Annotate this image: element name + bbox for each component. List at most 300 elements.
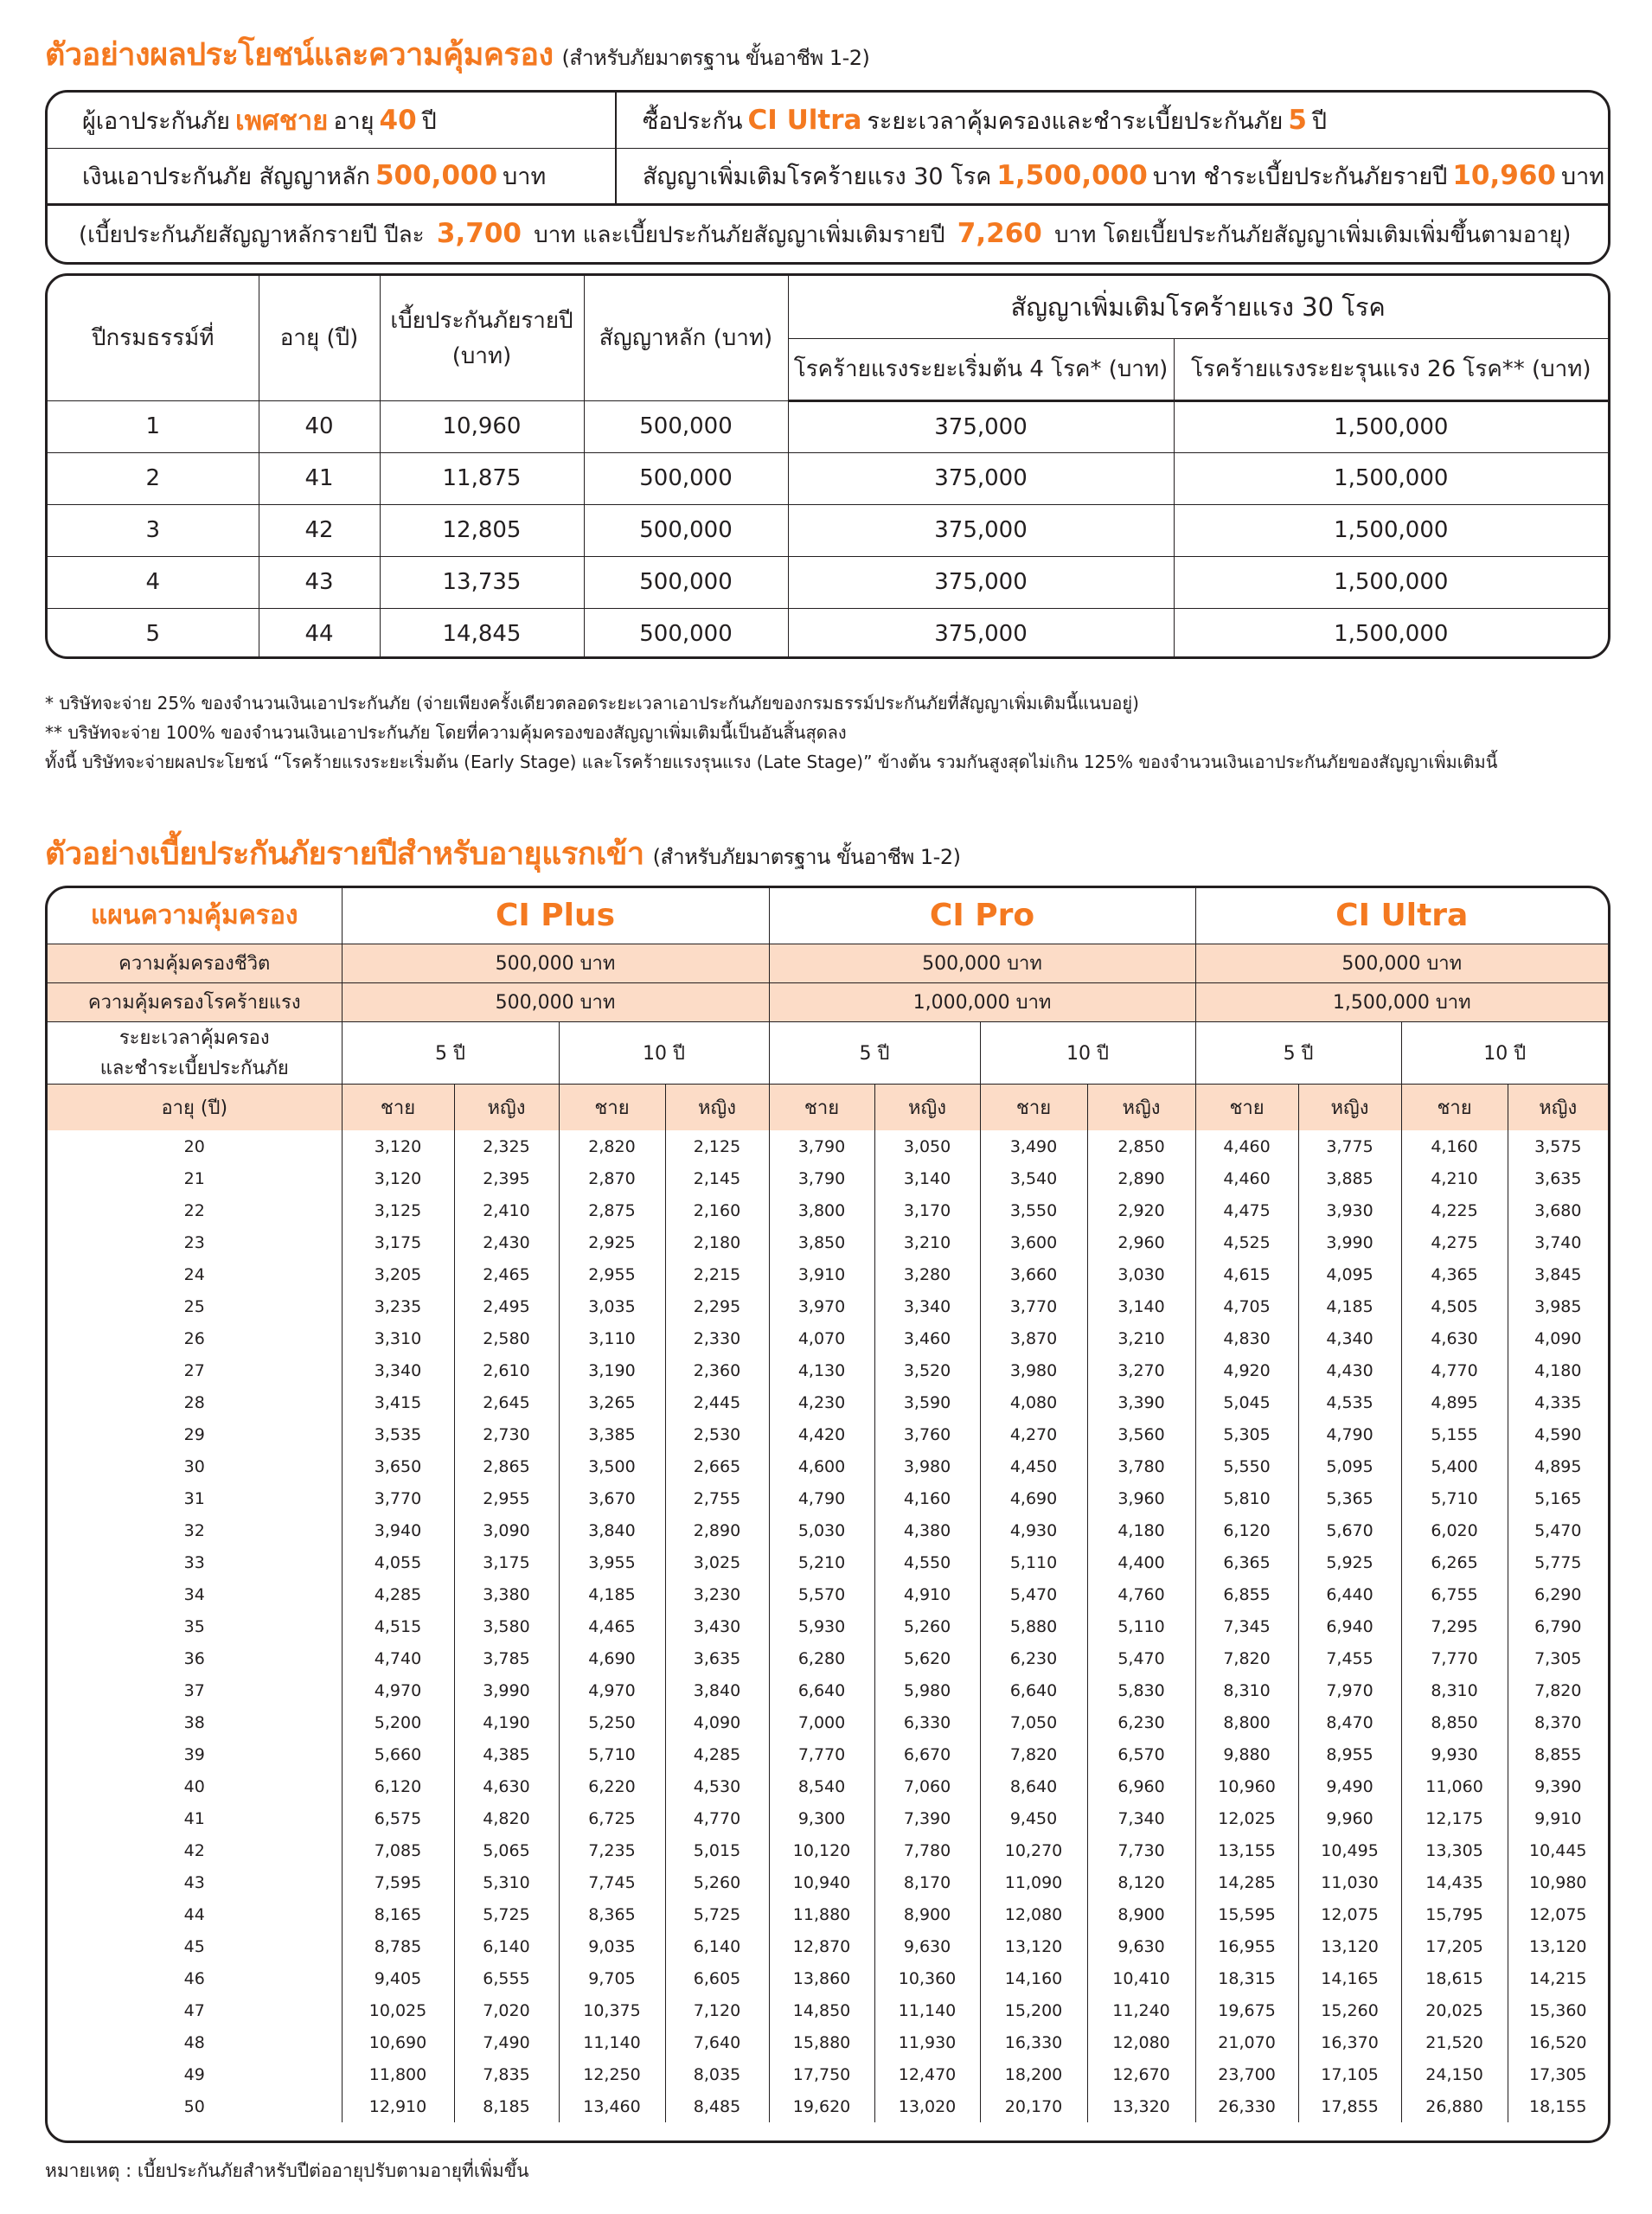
insured-gender: เพศชาย (235, 106, 329, 137)
premium-cell: 7,970 (1298, 1674, 1401, 1706)
term-ci-plus-5: 5 ปี (342, 1021, 559, 1084)
premium-cell: 15,795 (1401, 1898, 1508, 1930)
sex-header: หญิง (874, 1084, 980, 1130)
table-cell: 1,500,000 (1174, 556, 1608, 608)
table-row (48, 1578, 1608, 1610)
premium-cell: 5,470 (1087, 1642, 1195, 1674)
table-cell: 42 (259, 504, 380, 556)
premium-cell: 4,080 (980, 1386, 1087, 1418)
premium-cell: 10,445 (1508, 1834, 1608, 1866)
premium-cell: 5,095 (1298, 1450, 1401, 1482)
premium-cell: 4,630 (454, 1770, 559, 1802)
premium-cell: 12,080 (1087, 2026, 1195, 2058)
table-cell: 13,735 (380, 556, 584, 608)
premium-cell: 4,515 (342, 1610, 454, 1642)
premium-cell: 6,365 (1195, 1546, 1298, 1578)
sex-header: หญิง (1298, 1084, 1401, 1130)
premium-cell: 10,025 (342, 1994, 454, 2026)
premium-cell: 13,020 (874, 2090, 980, 2122)
premium-cell: 8,855 (1508, 1738, 1608, 1770)
premium-cell: 4,270 (980, 1418, 1087, 1450)
premium-cell: 8,170 (874, 1866, 980, 1898)
term-unit: ปี (1311, 107, 1328, 135)
age-cell: 32 (48, 1514, 342, 1546)
premium-cell: 2,645 (454, 1386, 559, 1418)
premium-cell: 12,025 (1195, 1802, 1298, 1834)
sex-header: หญิง (454, 1084, 559, 1130)
premium-cell: 3,270 (1087, 1354, 1195, 1386)
premium-cell: 5,310 (454, 1866, 559, 1898)
table-cell: 1,500,000 (1174, 452, 1608, 504)
term-label-line1: ระยะเวลาคุ้มครอง (118, 1027, 270, 1049)
premium-cell: 7,640 (665, 2026, 769, 2058)
col-annual-premium-label: เบี้ยประกันภัยรายปี (390, 307, 573, 334)
premium-cell: 6,220 (559, 1770, 665, 1802)
premium-cell: 10,980 (1508, 1866, 1608, 1898)
premium-cell: 4,465 (559, 1610, 665, 1642)
premium-cell: 7,770 (1401, 1642, 1508, 1674)
premium-cell: 6,940 (1298, 1610, 1401, 1642)
premium-cell: 3,790 (769, 1162, 874, 1194)
table-row (48, 1290, 1608, 1322)
table-cell: 1,500,000 (1174, 400, 1608, 452)
premium-cell: 10,690 (342, 2026, 454, 2058)
age-cell: 46 (48, 1962, 342, 1994)
age-cell: 27 (48, 1354, 342, 1386)
premium-cell: 12,870 (769, 1930, 874, 1962)
premium-cell: 6,960 (1087, 1770, 1195, 1802)
premium-cell: 14,435 (1401, 1866, 1508, 1898)
table-cell: 3 (48, 504, 259, 556)
premium-cell: 3,650 (342, 1450, 454, 1482)
premium-cell: 3,635 (665, 1642, 769, 1674)
table-cell: 500,000 (584, 556, 788, 608)
premium-cell: 11,880 (769, 1898, 874, 1930)
table-row (48, 1162, 1608, 1194)
premium-cell: 5,830 (1087, 1674, 1195, 1706)
premium-cell: 9,300 (769, 1802, 874, 1834)
section-subtitle: (สำหรับภัยมาตรฐาน ขั้นอาชีพ 1-2) (652, 845, 961, 869)
plan-name: CI Ultra (747, 105, 862, 136)
premium-cell: 3,960 (1087, 1482, 1195, 1514)
term-ci-pro-10: 10 ปี (980, 1021, 1195, 1084)
table-row (48, 504, 1608, 556)
premium-cell: 4,160 (1401, 1130, 1508, 1162)
table-row (48, 1194, 1608, 1226)
premium-cell: 4,475 (1195, 1194, 1298, 1226)
age-cell: 28 (48, 1386, 342, 1418)
note-main-premium: 3,700 (436, 217, 522, 249)
premium-cell: 3,385 (559, 1418, 665, 1450)
premium-cell: 3,265 (559, 1386, 665, 1418)
premium-cell: 3,785 (454, 1642, 559, 1674)
premium-cell: 2,955 (454, 1482, 559, 1514)
premium-cell: 4,690 (980, 1482, 1087, 1514)
table-cell: 12,805 (380, 504, 584, 556)
premium-cell: 9,450 (980, 1802, 1087, 1834)
premium-cell: 5,210 (769, 1546, 874, 1578)
premium-cell: 4,705 (1195, 1290, 1298, 1322)
premium-cell: 3,840 (665, 1674, 769, 1706)
premium-cell: 4,770 (1401, 1354, 1508, 1386)
age-cell: 30 (48, 1450, 342, 1482)
premium-cell: 7,780 (874, 1834, 980, 1866)
premium-cell: 2,495 (454, 1290, 559, 1322)
age-cell: 36 (48, 1642, 342, 1674)
premium-cell: 6,120 (342, 1770, 454, 1802)
age-cell: 42 (48, 1834, 342, 1866)
premium-cell: 2,890 (665, 1514, 769, 1546)
premium-cell: 4,895 (1401, 1386, 1508, 1418)
premium-cell: 10,495 (1298, 1834, 1401, 1866)
table-cell: 11,875 (380, 452, 584, 504)
table-row (48, 1418, 1608, 1450)
premium-cell: 20,170 (980, 2090, 1087, 2122)
premium-cell: 3,210 (874, 1226, 980, 1258)
premium-cell: 3,520 (874, 1354, 980, 1386)
premium-cell: 2,215 (665, 1258, 769, 1290)
premium-cell: 3,125 (342, 1194, 454, 1226)
premium-cell: 3,910 (769, 1258, 874, 1290)
premium-cell: 3,680 (1508, 1194, 1608, 1226)
premium-cell: 5,880 (980, 1610, 1087, 1642)
premium-cell: 4,630 (1401, 1322, 1508, 1354)
premium-cell: 7,820 (1508, 1674, 1608, 1706)
premium-cell: 6,120 (1195, 1514, 1298, 1546)
term-ci-pro-5: 5 ปี (769, 1021, 980, 1084)
premium-cell: 4,550 (874, 1546, 980, 1578)
premium-cell: 15,200 (980, 1994, 1087, 2026)
buy-label: ซื้อประกัน (643, 107, 743, 135)
sex-header: ชาย (559, 1084, 665, 1130)
note-part-c: บาท โดยเบี้ยประกันภัยสัญญาเพิ่มเติมเพิ่มขึ้นตามอายุ) (1054, 221, 1572, 248)
term-ci-plus-10: 10 ปี (559, 1021, 769, 1084)
premium-cell: 3,800 (769, 1194, 874, 1226)
premium-cell: 4,365 (1401, 1258, 1508, 1290)
premium-cell: 3,120 (342, 1130, 454, 1162)
premium-cell: 3,120 (342, 1162, 454, 1194)
premium-cell: 9,880 (1195, 1738, 1298, 1770)
table-row (48, 1354, 1608, 1386)
premium-cell: 8,310 (1195, 1674, 1298, 1706)
section-title-text: ตัวอย่างเบี้ยประกันภัยรายปีสำหรับอายุแรกเข้า (45, 836, 644, 872)
term-label-line2: และชำระเบี้ยประกันภัย (99, 1058, 289, 1079)
premium-cell: 3,535 (342, 1418, 454, 1450)
premium-cell: 4,185 (1298, 1290, 1401, 1322)
premium-cell: 12,670 (1087, 2058, 1195, 2090)
premium-cell: 7,770 (769, 1738, 874, 1770)
premium-cell: 4,090 (665, 1706, 769, 1738)
premium-cell: 3,990 (454, 1674, 559, 1706)
table-row (48, 1450, 1608, 1482)
premium-cell: 6,140 (454, 1930, 559, 1962)
premium-cell: 6,230 (1087, 1706, 1195, 1738)
premium-cell: 2,890 (1087, 1162, 1195, 1194)
premium-cell: 4,090 (1508, 1322, 1608, 1354)
premium-cell: 2,530 (665, 1418, 769, 1450)
premium-cell: 6,855 (1195, 1578, 1298, 1610)
age-cell: 35 (48, 1610, 342, 1642)
premium-cell: 3,110 (559, 1322, 665, 1354)
remark: หมายเหตุ : เบี้ยประกันภัยสำหรับปีต่ออายุปรับตามอายุที่เพิ่มขึ้น (45, 2160, 529, 2181)
table-row (48, 1610, 1608, 1642)
premium-cell: 6,640 (980, 1674, 1087, 1706)
premium-cell: 12,470 (874, 2058, 980, 2090)
premium-cell: 3,030 (1087, 1258, 1195, 1290)
rider-mid-label: บาท ชำระเบี้ยประกันภัยรายปี (1152, 163, 1448, 190)
premium-cell: 4,590 (1508, 1418, 1608, 1450)
term-label (48, 1021, 342, 1084)
premium-cell: 3,985 (1508, 1290, 1608, 1322)
premium-cell: 7,060 (874, 1770, 980, 1802)
premium-cell: 7,340 (1087, 1802, 1195, 1834)
premium-cell: 2,955 (559, 1258, 665, 1290)
premium-cell: 7,835 (454, 2058, 559, 2090)
premium-cell: 4,160 (874, 1482, 980, 1514)
age-cell: 41 (48, 1802, 342, 1834)
premium-cell: 2,125 (665, 1130, 769, 1162)
section-title-premiums (45, 829, 960, 878)
table-row (48, 1258, 1608, 1290)
premium-cell: 9,630 (874, 1930, 980, 1962)
premium-cell: 2,395 (454, 1162, 559, 1194)
table-cell: 500,000 (584, 452, 788, 504)
premium-cell: 19,620 (769, 2090, 874, 2122)
premium-cell: 7,730 (1087, 1834, 1195, 1866)
premium-cell: 4,525 (1195, 1226, 1298, 1258)
premium-cell: 4,690 (559, 1642, 665, 1674)
premium-cell: 5,725 (665, 1898, 769, 1930)
premium-cell: 3,050 (874, 1130, 980, 1162)
sum-insured-info (48, 148, 615, 203)
premium-cell: 9,405 (342, 1962, 454, 1994)
premium-cell: 8,800 (1195, 1706, 1298, 1738)
ci-cover-ci-pro: 1,000,000 บาท (769, 982, 1195, 1021)
premium-cell: 8,785 (342, 1930, 454, 1962)
premium-cell: 3,310 (342, 1322, 454, 1354)
premium-cell: 4,790 (769, 1482, 874, 1514)
premium-cell: 4,185 (559, 1578, 665, 1610)
age-cell: 29 (48, 1418, 342, 1450)
premium-cell: 14,215 (1508, 1962, 1608, 1994)
age-cell: 31 (48, 1482, 342, 1514)
premium-cell: 4,430 (1298, 1354, 1401, 1386)
premium-cell: 4,180 (1087, 1514, 1195, 1546)
table-row (48, 1994, 1608, 2026)
premium-cell: 8,900 (1087, 1898, 1195, 1930)
table-cell: 10,960 (380, 400, 584, 452)
premium-cell: 19,675 (1195, 1994, 1298, 2026)
age-cell: 39 (48, 1738, 342, 1770)
premium-cell: 16,955 (1195, 1930, 1298, 1962)
premium-cell: 3,660 (980, 1258, 1087, 1290)
premium-cell: 23,700 (1195, 2058, 1298, 2090)
premium-cell: 3,770 (342, 1482, 454, 1514)
table-row (48, 400, 1608, 452)
premium-cell: 8,470 (1298, 1706, 1401, 1738)
table-row (48, 2058, 1608, 2090)
age-cell: 33 (48, 1546, 342, 1578)
note-part-b: บาท และเบี้ยประกันภัยสัญญาเพิ่มเติมรายปี (534, 221, 945, 248)
premium-cell: 6,330 (874, 1706, 980, 1738)
premium-cell: 8,640 (980, 1770, 1087, 1802)
premium-cell: 3,955 (559, 1546, 665, 1578)
table-row (48, 1962, 1608, 1994)
premium-cell: 5,030 (769, 1514, 874, 1546)
premium-cell: 4,970 (342, 1674, 454, 1706)
premium-cell: 3,140 (1087, 1290, 1195, 1322)
premium-cell: 8,955 (1298, 1738, 1401, 1770)
premium-cell: 5,110 (980, 1546, 1087, 1578)
sex-header: ชาย (1195, 1084, 1298, 1130)
premium-cell: 8,370 (1508, 1706, 1608, 1738)
premium-cell: 5,710 (1401, 1482, 1508, 1514)
premium-cell: 5,165 (1508, 1482, 1608, 1514)
age-cell: 34 (48, 1578, 342, 1610)
premium-cell: 8,850 (1401, 1706, 1508, 1738)
premium-cell: 4,830 (1195, 1322, 1298, 1354)
premium-cell: 3,090 (454, 1514, 559, 1546)
premium-cell: 3,560 (1087, 1418, 1195, 1450)
table-cell: 41 (259, 452, 380, 504)
premium-cell: 6,575 (342, 1802, 454, 1834)
premium-cell: 3,870 (980, 1322, 1087, 1354)
premium-cell: 13,120 (980, 1930, 1087, 1962)
table-row (48, 2090, 1608, 2122)
table-cell: 375,000 (788, 608, 1174, 659)
premium-cell: 6,230 (980, 1642, 1087, 1674)
premium-cell: 5,620 (874, 1642, 980, 1674)
rider-value: 1,500,000 (996, 160, 1148, 191)
table-cell: 2 (48, 452, 259, 504)
age-cell: 21 (48, 1162, 342, 1194)
table-row (48, 1770, 1608, 1802)
premium-cell: 8,540 (769, 1770, 874, 1802)
table-row (48, 1226, 1608, 1258)
premium-cell: 6,020 (1401, 1514, 1508, 1546)
premium-cell: 4,380 (874, 1514, 980, 1546)
table-row (48, 1802, 1608, 1834)
premium-cell: 5,250 (559, 1706, 665, 1738)
premium-cell: 4,820 (454, 1802, 559, 1834)
table-cell: 4 (48, 556, 259, 608)
col-rider-group: สัญญาเพิ่มเติมโรคร้ายแรง 30 โรค (788, 276, 1608, 338)
premium-cell: 7,000 (769, 1706, 874, 1738)
premium-cell: 6,280 (769, 1642, 874, 1674)
premium-cell: 3,840 (559, 1514, 665, 1546)
premium-cell: 3,340 (342, 1354, 454, 1386)
premium-cell: 2,920 (1087, 1194, 1195, 1226)
table-cell: 1,500,000 (1174, 608, 1608, 659)
premium-cell: 14,285 (1195, 1866, 1298, 1898)
premium-cell: 8,365 (559, 1898, 665, 1930)
premium-cell: 5,710 (559, 1738, 665, 1770)
col-policy-year: ปีกรมธรรม์ที่ (48, 276, 259, 400)
premium-cell: 4,760 (1087, 1578, 1195, 1610)
age-label: อายุ (333, 107, 375, 135)
premium-cell: 3,600 (980, 1226, 1087, 1258)
premium-cell: 26,330 (1195, 2090, 1298, 2122)
age-cell: 37 (48, 1674, 342, 1706)
premium-cell: 3,770 (980, 1290, 1087, 1322)
table-cell: 14,845 (380, 608, 584, 659)
rider-label: สัญญาเพิ่มเติมโรคร้ายแรง 30 โรค (643, 163, 992, 190)
premium-cell: 3,635 (1508, 1162, 1608, 1194)
col-age: อายุ (ปี) (259, 276, 380, 400)
premium-cell: 8,165 (342, 1898, 454, 1930)
premium-cell: 3,500 (559, 1450, 665, 1482)
premium-cell: 15,360 (1508, 1994, 1608, 2026)
premium-cell: 5,260 (665, 1866, 769, 1898)
premium-cell: 7,235 (559, 1834, 665, 1866)
age-cell: 22 (48, 1194, 342, 1226)
age-cell: 25 (48, 1290, 342, 1322)
premium-cell: 17,205 (1401, 1930, 1508, 1962)
premium-cell: 4,600 (769, 1450, 874, 1482)
premium-cell: 4,920 (1195, 1354, 1298, 1386)
premium-cell: 2,360 (665, 1354, 769, 1386)
premium-cell: 6,140 (665, 1930, 769, 1962)
premium-cell: 9,390 (1508, 1770, 1608, 1802)
premium-cell: 13,120 (1298, 1930, 1401, 1962)
premium-cell: 3,670 (559, 1482, 665, 1514)
premium-cell: 3,930 (1298, 1194, 1401, 1226)
premium-cell: 8,310 (1401, 1674, 1508, 1706)
premium-cell: 2,820 (559, 1130, 665, 1162)
premium-cell: 2,870 (559, 1162, 665, 1194)
premium-cell: 3,210 (1087, 1322, 1195, 1354)
premium-cell: 13,860 (769, 1962, 874, 1994)
note-part-a: (เบี้ยประกันภัยสัญญาหลักรายปี ปีละ (79, 221, 425, 248)
premium-cell: 3,580 (454, 1610, 559, 1642)
premium-cell: 3,415 (342, 1386, 454, 1418)
premium-cell: 3,845 (1508, 1258, 1608, 1290)
sex-header: ชาย (342, 1084, 454, 1130)
premium-cell: 4,770 (665, 1802, 769, 1834)
term-value: 5 (1288, 105, 1307, 136)
premium-cell: 4,210 (1401, 1162, 1508, 1194)
premium-cell: 5,365 (1298, 1482, 1401, 1514)
premium-cell: 3,850 (769, 1226, 874, 1258)
premium-cell: 6,725 (559, 1802, 665, 1834)
premium-cell: 5,155 (1401, 1418, 1508, 1450)
premium-cell: 17,855 (1298, 2090, 1401, 2122)
premium-cell: 4,285 (342, 1578, 454, 1610)
premium-cell: 8,120 (1087, 1866, 1195, 1898)
premium-cell: 4,130 (769, 1354, 874, 1386)
benefit-example-table (45, 273, 1610, 659)
age-cell: 26 (48, 1322, 342, 1354)
premium-cell: 12,250 (559, 2058, 665, 2090)
premium-cell: 4,070 (769, 1322, 874, 1354)
premium-cell: 14,160 (980, 1962, 1087, 1994)
table-cell: 500,000 (584, 608, 788, 659)
table-row (48, 1866, 1608, 1898)
table-row (48, 1930, 1608, 1962)
premium-cell: 5,980 (874, 1674, 980, 1706)
term-ci-ultra-10: 10 ปี (1401, 1021, 1608, 1084)
premium-cell: 7,595 (342, 1866, 454, 1898)
premium-cell: 3,235 (342, 1290, 454, 1322)
term-ci-ultra-5: 5 ปี (1195, 1021, 1401, 1084)
note-rider-premium: 7,260 (957, 217, 1042, 249)
age-value: 40 (379, 105, 417, 136)
premium-cell: 5,015 (665, 1834, 769, 1866)
premium-cell: 11,030 (1298, 1866, 1401, 1898)
premium-cell: 4,055 (342, 1546, 454, 1578)
premium-cell: 12,910 (342, 2090, 454, 2122)
premium-cell: 24,150 (1401, 2058, 1508, 2090)
